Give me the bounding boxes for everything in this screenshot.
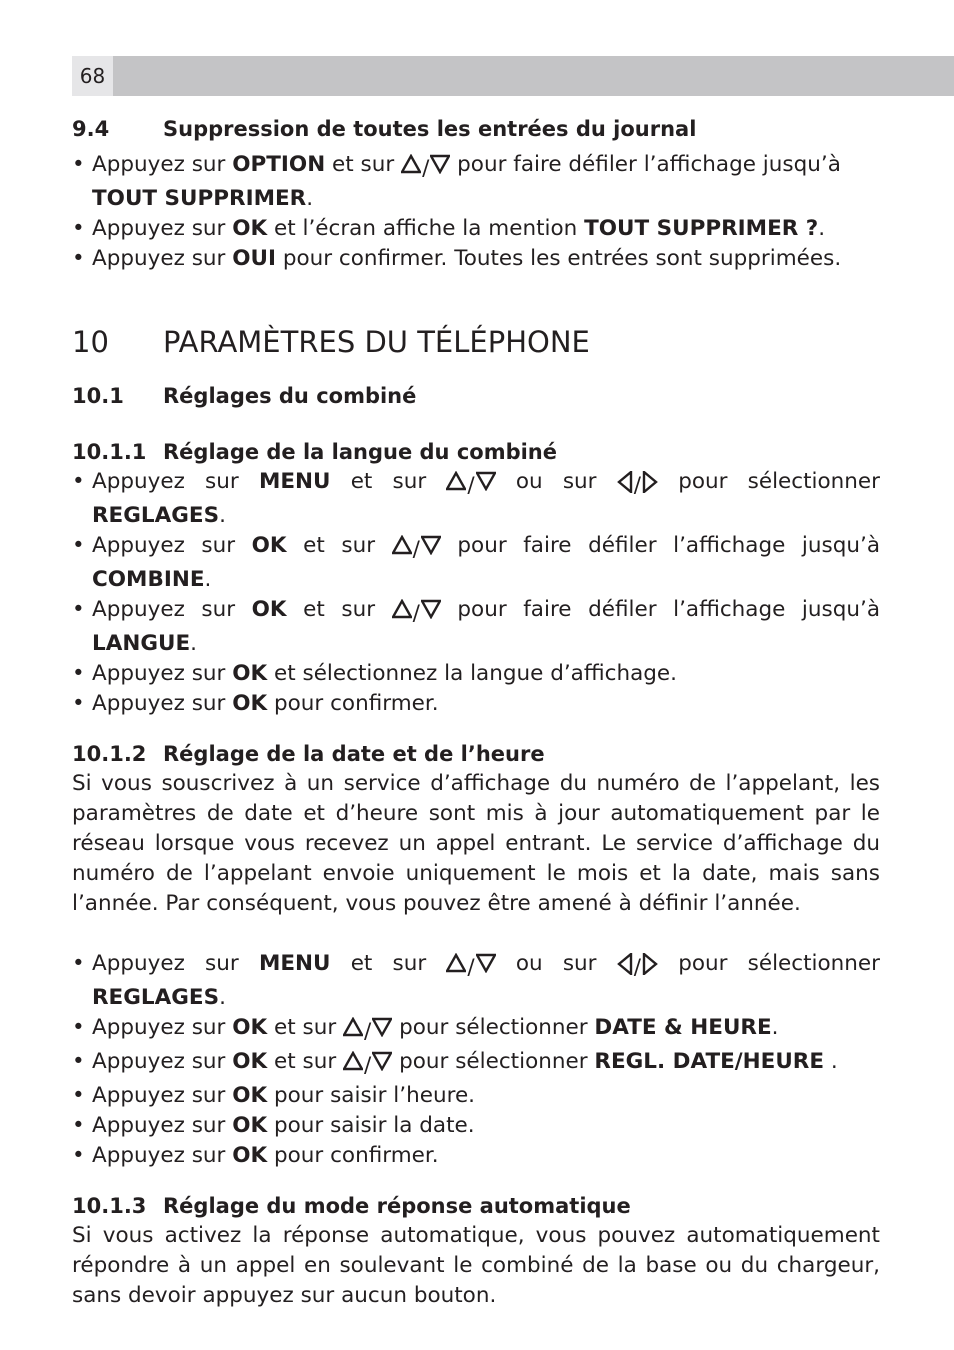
left-right-arrow-keys-icon: / xyxy=(617,953,658,983)
section-intro-paragraph: Si vous souscrivez à un service d’affichage du numéro de l’appelant, les paramètres de date et d’heure sont mis à jour automatiquement par le réseau lorsque vous recevez un appel entrant. Le service d’affichage du numéro de l’appelant envoie uniquement le mois et la date, mais sans l’année. Par conséquent, vous pouvez être amené à définir l’année. xyxy=(72,771,880,916)
chapter-number: 10 xyxy=(72,325,109,359)
section-number: 10.1.3 xyxy=(72,1194,147,1218)
section-intro-paragraph: Si vous activez la réponse automatique, vous pouvez automatiquement répondre à un appel en soulevant le combiné de la base ou du chargeur, sans devoir appuyez sur aucun bouton. xyxy=(72,1223,880,1308)
header-bar xyxy=(72,56,954,96)
bullet-list-9-4 xyxy=(72,150,880,274)
list-item: • Appuyez sur MENU et sur / ou sur / pour sélectionner REGLAGES. xyxy=(72,467,880,531)
list-item: • Appuyez sur MENU et sur / ou sur / pour sélectionner REGLAGES. xyxy=(72,949,880,1013)
left-right-arrow-keys-icon: / xyxy=(617,471,658,501)
section-heading-10-1-1 xyxy=(72,437,880,467)
section-heading-10-1 xyxy=(72,381,880,411)
list-item: • Appuyez sur OK pour saisir la date. xyxy=(72,1111,880,1141)
list-item: • Appuyez sur OK et sur / pour sélectionner DATE & HEURE. xyxy=(72,1013,880,1047)
section-number: 10.1 xyxy=(72,384,124,408)
list-item: • Appuyez sur OK et sur / pour faire défiler l’affichage jusqu’à LANGUE. xyxy=(72,595,880,659)
section-number: 9.4 xyxy=(72,117,110,141)
list-item: • Appuyez sur OUI pour confirmer. Toutes les entrées sont supprimées. xyxy=(72,244,880,274)
chapter-title: PARAMÈTRES DU TÉLÉPHONE xyxy=(163,325,590,359)
list-item: • Appuyez sur OK et l’écran affiche la mention TOUT SUPPRIMER ?. xyxy=(72,214,880,244)
section-title: Réglages du combiné xyxy=(163,384,417,408)
up-down-arrow-keys-icon: / xyxy=(343,1017,392,1047)
list-item: • Appuyez sur OPTION et sur / pour faire défiler l’affichage jusqu’à TOUT SUPPRIMER. xyxy=(72,150,880,214)
list-item: • Appuyez sur OK pour confirmer. xyxy=(72,1141,880,1171)
up-down-arrow-keys-icon: / xyxy=(401,154,450,184)
up-down-arrow-keys-icon: / xyxy=(392,535,441,565)
section-number: 10.1.2 xyxy=(72,742,147,766)
page-content xyxy=(72,114,880,1311)
section-heading-10-1-3 xyxy=(72,1191,880,1221)
section-number: 10.1.1 xyxy=(72,440,147,464)
list-item: • Appuyez sur OK et sur / pour faire défiler l’affichage jusqu’à COMBINE. xyxy=(72,531,880,595)
up-down-arrow-keys-icon: / xyxy=(446,471,495,501)
up-down-arrow-keys-icon: / xyxy=(343,1051,392,1081)
section-title: Réglage du mode réponse automatique xyxy=(163,1194,631,1218)
up-down-arrow-keys-icon: / xyxy=(446,953,495,983)
up-down-arrow-keys-icon: / xyxy=(392,599,441,629)
bullet-list-10-1-1 xyxy=(72,467,880,719)
section-heading-10-1-2 xyxy=(72,739,880,769)
section-title: Réglage de la date et de l’heure xyxy=(163,742,545,766)
list-item: • Appuyez sur OK pour confirmer. xyxy=(72,689,880,719)
section-title: Réglage de la langue du combiné xyxy=(163,440,557,464)
section-title: Suppression de toutes les entrées du journal xyxy=(163,117,697,141)
list-item: • Appuyez sur OK et sur / pour sélectionner REGL. DATE/HEURE . xyxy=(72,1047,880,1081)
list-item: • Appuyez sur OK pour saisir l’heure. xyxy=(72,1081,880,1111)
section-heading-9-4 xyxy=(72,114,880,144)
bullet-list-10-1-2 xyxy=(72,949,880,1171)
list-item: • Appuyez sur OK et sélectionnez la langue d’affichage. xyxy=(72,659,880,689)
page-number: 68 xyxy=(72,56,113,96)
chapter-heading-10 xyxy=(72,322,880,362)
